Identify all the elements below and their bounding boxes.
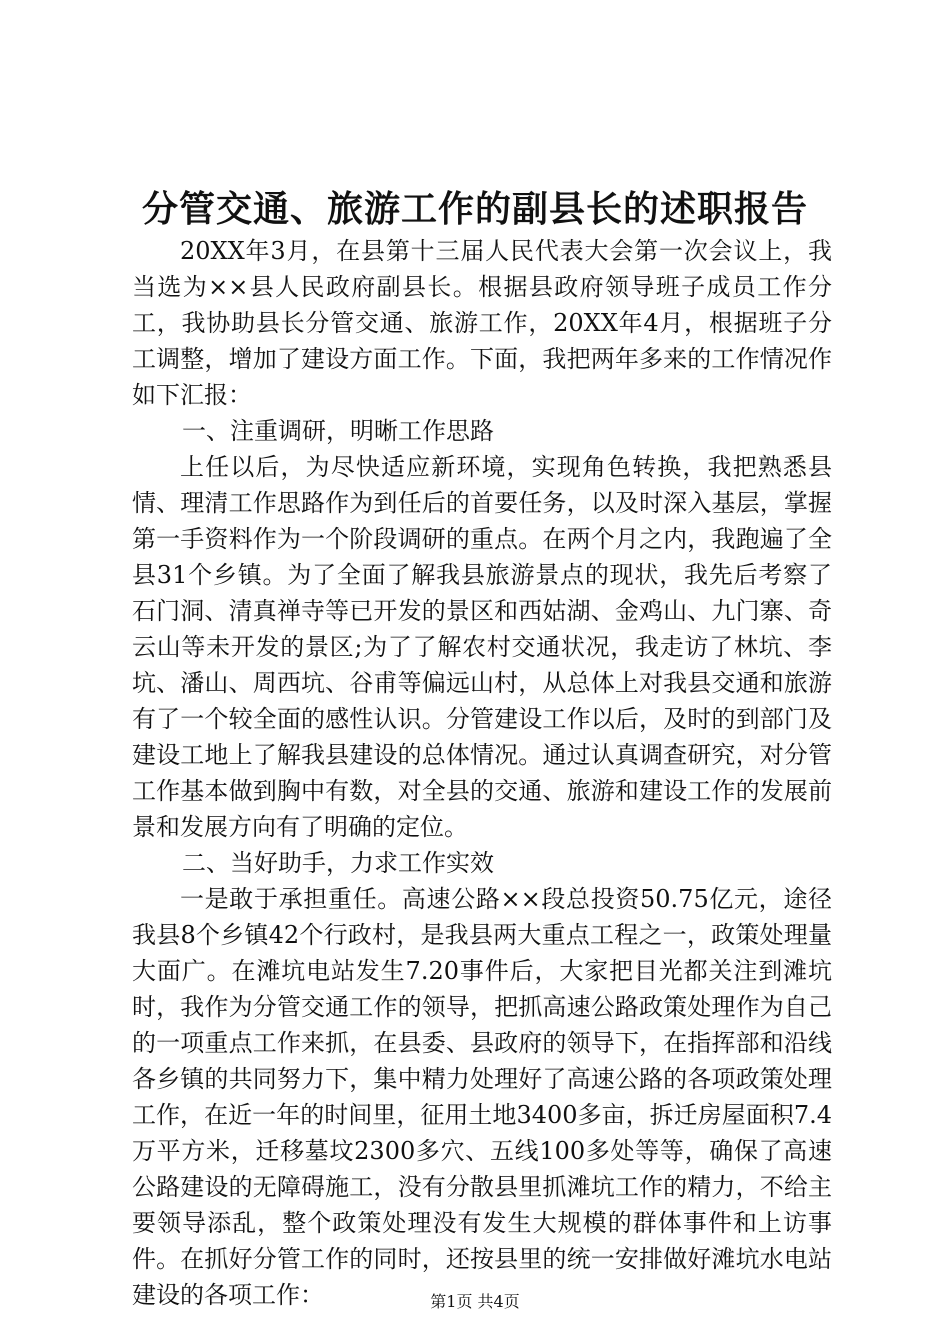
section-1-paragraph: 上任以后，为尽快适应新环境，实现角色转换，我把熟悉县情、理清工作思路作为到任后的首要任务，以及时深入基层，掌握第一手资料作为一个阶段调研的重点。在两个月之内，我跑遍了全县31个乡镇。为了全面了解我县旅游景点的现状，我先后考察了石门洞、清真禅寺等已开发的景区和西姑湖、金鸡山、九门寨、奇云山等未开发的景区;为了了解农村交通状况，我走访了林坑、李坑、潘山、周西坑、谷甫等偏远山村，从总体上对我县交通和旅游有了一个较全面的感性认识。分管建设工作以后，及时的到部门及建设工地上了解我县建设的总体情况。通过认真调查研究，对分管工作基本做到胸中有数，对全县的交通、旅游和建设工作的发展前景和发展方向有了明确的定位。 [132,453,832,841]
page-number-footer: 第1页 共4页 [430,1292,520,1311]
section-heading-1: 一、注重调研，明晰工作思路 [182,417,494,445]
section-2-paragraph: 一是敢于承担重任。高速公路××段总投资50.75亿元，途径我县8个乡镇42个行政村，是我县两大重点工程之一，政策处理量大面广。在滩坑电站发生7.20事件后，大家把目光都关注到滩坑时，我作为分管交通工作的领导，把抓高速公路政策处理作为自己的一项重点工作来抓，在县委、县政府的领导下，在指挥部和沿线各乡镇的共同努力下，集中精力处理好了高速公路的各项政策处理工作，在近一年的时间里，征用土地3400多亩，拆迁房屋面积7.4万平方米，迁移墓坟2300多穴、五线100多处等等，确保了高速公路建设的无障碍施工，没有分散县里抓滩坑工作的精力，不给主要领导添乱，整个政策处理没有发生大规模的群体事件和上访事件。在抓好分管工作的同时，还按县里的统一安排做好滩坑水电站建设的各项工作： [132,885,832,1309]
document-body [132,233,832,1313]
intro-paragraph: 20XX年3月，在县第十三届人民代表大会第一次会议上，我当选为××县人民政府副县长。根据县政府领导班子成员工作分工，我协助县长分管交通、旅游工作，20XX年4月，根据班子分工调整，增加了建设方面工作。下面，我把两年多来的工作情况作如下汇报： [132,237,832,409]
section-heading-2: 二、当好助手，力求工作实效 [182,849,494,877]
document-title: 分管交通、旅游工作的副县长的述职报告 [141,188,808,230]
